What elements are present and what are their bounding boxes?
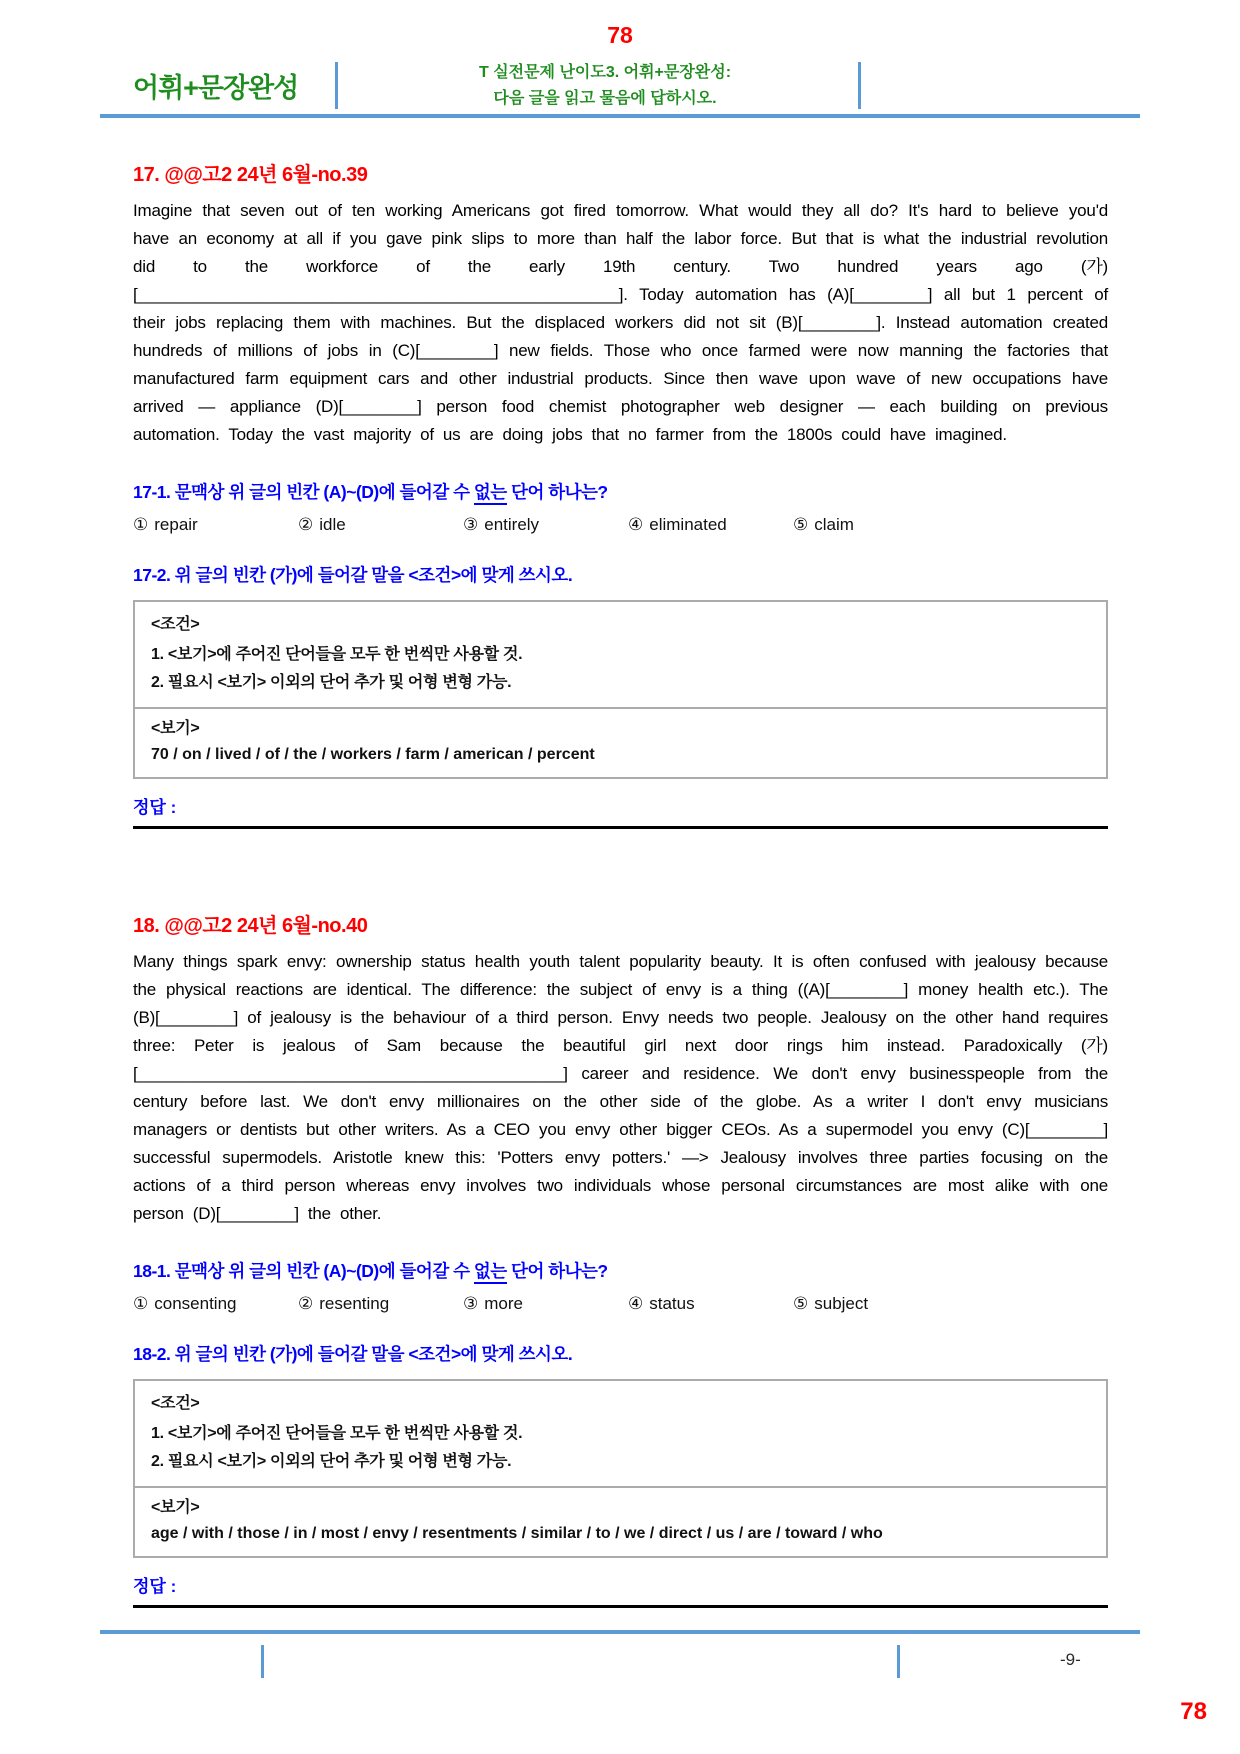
option-label: repair	[154, 515, 198, 534]
condition-item-2: 2. 필요시 <보기> 이외의 단어 추가 및 어형 변형 가능.	[151, 674, 512, 691]
option-item-1	[133, 515, 276, 535]
question-17-2-answer-line	[133, 793, 1108, 829]
option-number: ⑤	[793, 515, 809, 534]
option-item-3	[463, 1294, 606, 1314]
question-17-1-options	[133, 515, 1108, 535]
option-label: entirely	[484, 515, 540, 534]
footer-rule	[100, 1630, 1140, 1634]
section-18-title: 18. @@고2 24년 6월-no.40	[133, 915, 368, 937]
word-bank-section	[135, 707, 1106, 777]
header-instruction-line2: 다음 글을 읽고 물음에 답하시오.	[493, 90, 717, 107]
worksheet-category-title: 어휘+문장완성	[133, 73, 299, 103]
question-17-1-prompt-prefix: 17-1. 문맥상 위 글의 빈칸 (A)~(D)에 들어갈 수	[133, 482, 474, 502]
section-18	[133, 909, 1108, 1608]
header-instruction-line1: T 실전문제 난이도3. 어휘+문장완성:	[478, 64, 732, 81]
page-number-bottom: 78	[1180, 1698, 1207, 1725]
condition-header: <조건>	[151, 616, 200, 633]
header-divider-bar-right	[858, 62, 861, 109]
option-item-2	[298, 1294, 441, 1314]
option-item-3	[463, 515, 606, 535]
option-label: idle	[319, 515, 346, 534]
footer-divider-bar-right	[897, 1645, 900, 1678]
option-number: ①	[133, 1294, 149, 1313]
option-label: claim	[814, 515, 854, 534]
option-number: ①	[133, 515, 149, 534]
option-number: ③	[463, 1294, 479, 1313]
header-divider-bar-left	[335, 62, 338, 109]
option-label: eliminated	[649, 515, 727, 534]
option-item-4	[628, 1294, 771, 1314]
condition-section	[135, 1381, 1106, 1486]
option-number: ③	[463, 515, 479, 534]
worksheet-body	[133, 158, 1108, 1608]
question-18-1-prompt-suffix: 단어 하나는?	[506, 1261, 608, 1281]
word-bank-section	[135, 1486, 1106, 1556]
condition-item-1: 1. <보기>에 주어진 단어들을 모두 한 번씩만 사용할 것.	[151, 646, 523, 663]
option-item-5	[793, 1294, 936, 1314]
option-item-5	[793, 515, 936, 535]
header-rule	[100, 114, 1140, 118]
question-18-2-answer-line	[133, 1572, 1108, 1608]
section-17-passage: Imagine that seven out of ten working Americans got fired tomorrow. What would they all do? It's hard to believe you'd have an economy at all if you gave pink slips to more than half the labor force. But that is what the industrial revolution did to the workforce of the early 19th century. Two hundred years ago (가)[____________________________________________________]. Today automation has (A)[________] all but 1 percent of their jobs replacing them with machines. But the displaced workers did not sit (B)[________]. Instead automation created hundreds of millions of jobs in (C)[________] new fields. Those who once farmed were now manning the factories that manufactured farm equipment cars and other industrial products. Since then wave upon wave of new occupations have arrived — appliance (D)[________] person food chemist photographer web designer — each building on previous automation. Today the vast majority of us are doing jobs that no farmer from the 1800s could have imagined.	[133, 201, 1108, 444]
question-17-1-prompt-suffix: 단어 하나는?	[506, 482, 608, 502]
option-number: ②	[298, 1294, 314, 1313]
question-18-1-options	[133, 1294, 1108, 1314]
option-item-1	[133, 1294, 276, 1314]
question-18-1-prompt-prefix: 18-1. 문맥상 위 글의 빈칸 (A)~(D)에 들어갈 수	[133, 1261, 474, 1281]
header-instructions	[375, 60, 835, 112]
condition-section	[135, 602, 1106, 707]
word-bank-words: 70 / on / lived / of / the / workers / farm / american / percent	[151, 746, 595, 763]
option-item-2	[298, 515, 441, 535]
question-17-1-heading	[133, 479, 1108, 504]
answer-label: 정답 :	[133, 798, 177, 817]
option-number: ④	[628, 515, 644, 534]
question-17-2-condition-box	[133, 600, 1108, 779]
question-17-2-heading: 17-2. 위 글의 빈칸 (가)에 들어갈 말을 <조건>에 맞게 쓰시오.	[133, 565, 573, 585]
option-number: ⑤	[793, 1294, 809, 1313]
word-bank-header: <보기>	[151, 720, 200, 737]
word-bank-words: age / with / those / in / most / envy / resentments / similar / to / we / direct / us / are / toward / who	[151, 1525, 883, 1542]
option-label: status	[649, 1294, 695, 1313]
option-item-4	[628, 515, 771, 535]
option-label: subject	[814, 1294, 869, 1313]
word-bank-header: <보기>	[151, 1499, 200, 1516]
option-number: ④	[628, 1294, 644, 1313]
answer-label: 정답 :	[133, 1577, 177, 1596]
question-18-2-heading: 18-2. 위 글의 빈칸 (가)에 들어갈 말을 <조건>에 맞게 쓰시오.	[133, 1344, 573, 1364]
condition-header: <조건>	[151, 1395, 200, 1412]
page-number-top: 78	[607, 22, 633, 48]
footer-divider-bar-left	[261, 1645, 264, 1678]
option-label: resenting	[319, 1294, 390, 1313]
question-18-1-heading	[133, 1258, 1108, 1283]
option-label: more	[484, 1294, 523, 1313]
section-17-title: 17. @@고2 24년 6월-no.39	[133, 164, 368, 186]
condition-item-2: 2. 필요시 <보기> 이외의 단어 추가 및 어형 변형 가능.	[151, 1453, 512, 1470]
option-label: consenting	[154, 1294, 237, 1313]
page-number-footer: -9-	[1060, 1650, 1081, 1669]
question-18-1-underlined-word: 없는	[474, 1261, 507, 1284]
condition-item-1: 1. <보기>에 주어진 단어들을 모두 한 번씩만 사용할 것.	[151, 1425, 523, 1442]
section-17	[133, 158, 1108, 829]
question-18-2-condition-box	[133, 1379, 1108, 1558]
question-17-1-underlined-word: 없는	[474, 482, 507, 505]
section-18-passage: Many things spark envy: ownership status health youth talent popularity beauty. It is often confused with jealousy because the physical reactions are identical. The difference: the subject of envy is a thing ((A)[________] money health etc.). The (B)[________] of jealousy is the behaviour of a third person. Envy needs two people. Jealousy on the other hand requires three: Peter is jealous of Sam because the beautiful girl next door rings him instead. Paradoxically (가)[______________________________________________] career and residence. We don't envy businesspeople from the century before last. We don't envy millionaires on the other side of the globe. As a writer I don't envy musicians managers or dentists but other writers. As a CEO you envy other bigger CEOs. As a supermodel you envy (C)[________] successful supermodels. Aristotle knew this: 'Potters envy potters.' —> Jealousy involves three parties focusing on the actions of a third person whereas envy involves two individuals whose personal circumstances are most alike with one person (D)[________] the other.	[133, 952, 1108, 1223]
option-number: ②	[298, 515, 314, 534]
